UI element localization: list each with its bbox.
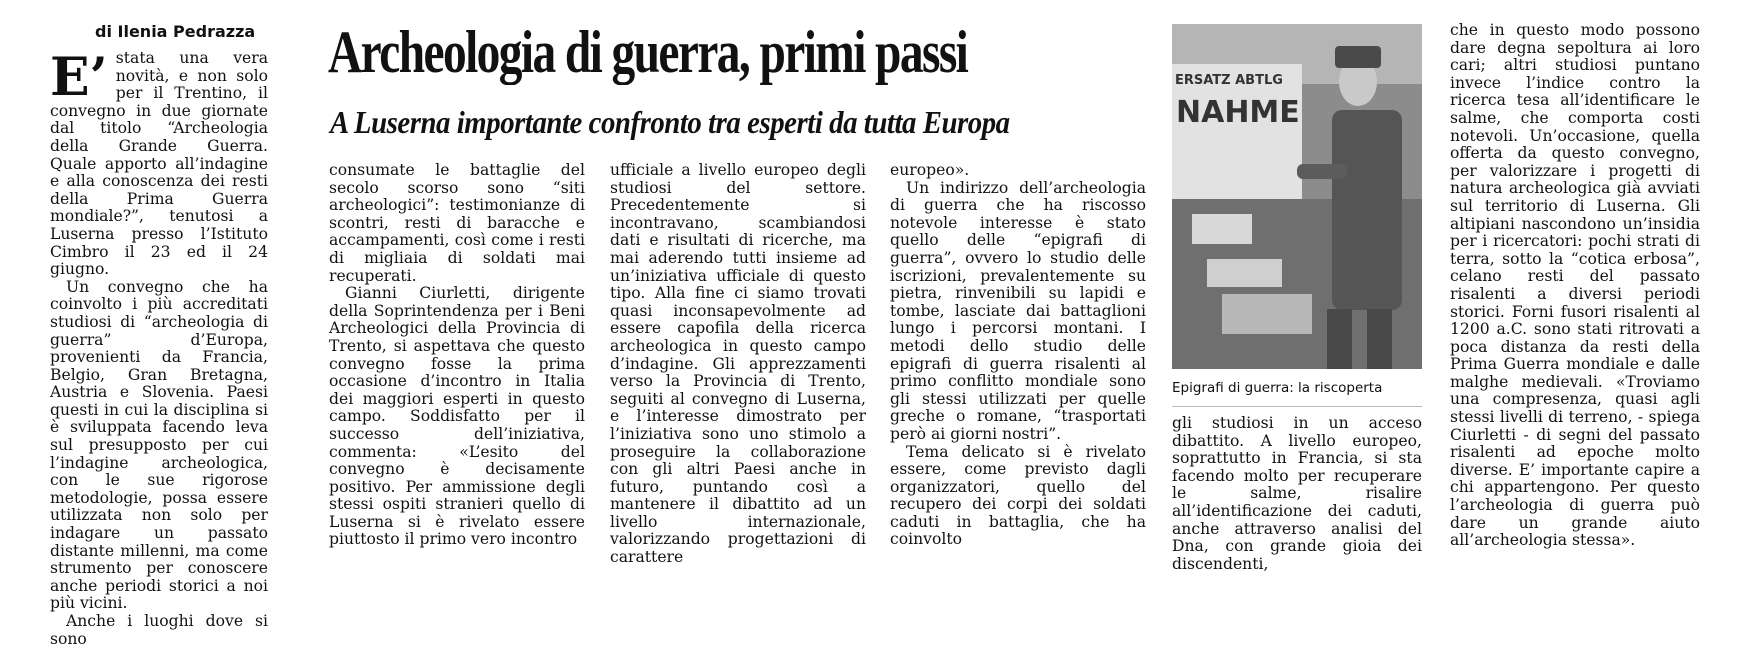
column-3 (610, 162, 866, 567)
paragraph: Un convegno che ha coinvolto i più accreditati studiosi di “archeologia di guerra” d’Europa, provenienti da Francia, Belgio, Gran Bretagna, Austria e Slovenia. Paesi questi in cui la disciplina si è sviluppata facendo leva sul presupposto per cui l’indagine archeologica, con le sue rigorose metodologie, possa essere utilizzata non solo per indagare un passato distante millenni, ma come strumento per conoscere anche periodi storici a noi più vicini. (50, 277, 268, 613)
byline: di Ilenia Pedrazza (95, 22, 256, 41)
headline: Archeologia di guerra, primi passi (328, 19, 968, 85)
subheadline: A Luserna importante confronto tra esperti da tutta Europa (330, 104, 1010, 140)
sign-text-1: ERSATZ ABTLG (1175, 73, 1283, 88)
photo-caption: Epigrafi di guerra: la riscoperta (1172, 380, 1383, 396)
paragraph: che in questo modo possono dare degna sepoltura ai loro cari; altri studiosi puntano invece l’indice contro la ricerca tesa all’identificare le salme, che comporta costi notevoli. Un’occasione, quella offerta da questo convegno, per valorizzare i progetti di natura archeologica già avviati sul territorio di Luserna. Gli altipiani nascondono un’insidia per i ricercatori: pochi strati di terra, sotto la “cotica erbosa”, celano resti del passato risalenti a diversi periodi storici. Forni fusori risalenti al 1200 a.C. sono stati ritrovati a poca distanza da resti della Prima Guerra mondiale e dalle malghe medievali. «Troviamo una compresenza, quasi agli stessi livelli di terreno, - spiega Ciurletti - di segni del passato risalenti ad epoche molto diverse. E’ importante capire a chi appartengono. Per questo l’archeologia di guerra può dare un grande aiuto all’archeologia stessa». (1450, 21, 1700, 550)
column-5 (1172, 415, 1422, 573)
paragraph: Gianni Ciurletti, dirigente della Soprintendenza per i Beni Archeologici della Provincia di Trento, si aspettava che questo convegno fosse la prima occasione d’incontro in Italia dei maggiori esperti in questo campo. Soddisfatto per il successo dell’iniziativa, commenta: «L’esito del convegno è decisamente positivo. Per ammissione degli stessi ospiti stranieri quello di Luserna si è rivelato essere piuttosto il primo vero incontro (329, 284, 585, 549)
sign-text-2: NAHME (1176, 95, 1300, 130)
paragraph: consumate le battaglie del secolo scorso sono “siti archeologici”: testimonianze di scontri, resti di baracche e accampamenti, così come i resti di migliaia di soldati mai recuperati. (329, 161, 585, 285)
paragraph: Tema delicato si è rivelato essere, come previsto dagli organizzatori, quello del recupero dei corpi dei soldati caduti in battaglia, che ha coinvolto (890, 442, 1146, 549)
column-2 (329, 162, 585, 549)
paragraph: Un indirizzo dell’archeologia di guerra che ha riscosso notevole interesse è stato quello delle “epigrafi di guerra”, ovvero lo studio delle iscrizioni, prevalentemente su pietra, rinvenibili su lapidi e tombe, lasciate dai battaglioni lungo i percorsi montani. I metodi dello studio delle epigrafi di guerra risalenti al primo conflitto mondiale sono gli stessi utilizzati per quelle greche o romane, “trasportati però ai giorni nostri”. (890, 178, 1146, 443)
paragraph: ufficiale a livello europeo degli studiosi del settore. Precedentemente si incontravano, scambiandosi dati e risultati di ricerche, ma mai aderendo tutti insieme ad un’iniziativa ufficiale di questo tipo. Alla fine ci siamo trovati quasi inconsapevolmente ad essere capofila della ricerca archeologica in questo campo d’indagine. Gli apprezzamenti verso la Provincia di Trento, seguiti al convegno di Luserna, e l’interesse dimostrato per l’iniziativa sono uno stimolo a proseguire la collaborazione con gli altri Paesi anche in futuro, puntando così a mantenere il dibattito ad un livello internazionale, valorizzando progettazioni di carattere (610, 161, 866, 567)
column-6 (1450, 22, 1700, 550)
drop-cap: E’ (50, 47, 108, 108)
column-1 (50, 47, 268, 648)
paragraph: europeo». (890, 161, 970, 179)
paragraph: E’ stata una vera novità, e non solo per il Trentino, il convegno in due giornate dal titolo “Archeologia della Grande Guerra. Quale apporto all’indagine e alla conoscenza dei resti della Prima Guerra mondiale?”, tenutosi a Luserna presso l’Istituto Cimbro il 23 ed il 24 giugno. (50, 47, 268, 279)
soldier-photo-image (1172, 24, 1422, 369)
paragraph: gli studiosi in un acceso dibattito. A livello europeo, soprattutto in Francia, si sta facendo molto per recuperare le salme, risalire all’identificazione dei caduti, anche attraverso analisi del Dna, con grande gioia dei discendenti, (1172, 414, 1422, 573)
paragraph: Anche i luoghi dove si sono (50, 612, 268, 648)
soldier-photo (1172, 24, 1422, 369)
caption-divider (1172, 406, 1422, 407)
column-4 (890, 162, 1146, 549)
